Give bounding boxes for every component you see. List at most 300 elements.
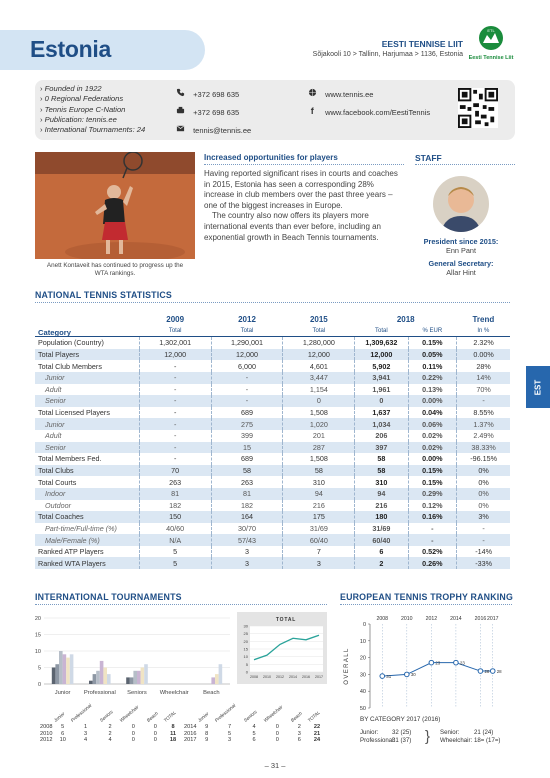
cell-trend: -96.15% bbox=[470, 454, 497, 464]
cell-eur: 0.52% bbox=[408, 546, 457, 558]
y-tick-label: 10 bbox=[359, 638, 366, 645]
ranking-divider bbox=[340, 604, 512, 605]
cell-2009: - bbox=[139, 384, 211, 396]
x-tick-label: 2012 bbox=[276, 675, 284, 679]
cell-2009: N/A bbox=[139, 534, 211, 546]
value-cell: 0 bbox=[153, 724, 157, 731]
column-header-label: Junior bbox=[53, 711, 67, 723]
table-row bbox=[35, 546, 510, 558]
cell-2012: 12,000 bbox=[211, 349, 283, 361]
value-cell: 6 bbox=[297, 737, 301, 744]
col-2015-total: Total bbox=[312, 328, 326, 335]
x-tick-label: 2012 bbox=[425, 616, 438, 622]
column-header-label: Professional bbox=[213, 702, 237, 723]
cell-2018: 6 bbox=[355, 546, 408, 558]
stats-header-rule bbox=[35, 336, 510, 337]
year-cell: 2014 bbox=[184, 724, 197, 731]
column-header bbox=[100, 706, 120, 724]
cell-2018: 58 bbox=[355, 453, 408, 465]
junior-value: 32 (25) bbox=[392, 729, 412, 736]
cell-trend: 0% bbox=[457, 488, 510, 500]
cell-2009: 182 bbox=[139, 500, 211, 512]
y-tick-label: 20 bbox=[243, 638, 248, 644]
x-tick-label: 2010 bbox=[263, 675, 271, 679]
facebook-row bbox=[308, 106, 430, 117]
cell-eur: 0.22% bbox=[408, 372, 457, 384]
staff-title: STAFF bbox=[415, 153, 442, 163]
cell-2012: 30/70 bbox=[211, 523, 283, 535]
cell-2012: 1,290,001 bbox=[211, 337, 283, 349]
by-category-right bbox=[440, 729, 500, 745]
bar bbox=[55, 664, 59, 684]
cell-trend: 38.33% bbox=[457, 442, 510, 454]
cell-eur: 0.15% bbox=[408, 337, 457, 349]
cell-2009: 1,302,001 bbox=[139, 337, 211, 349]
value-cell: 0 bbox=[131, 737, 135, 744]
president-role: President since 2015: bbox=[423, 237, 499, 246]
year-cell: 2008 bbox=[40, 724, 53, 731]
table-row bbox=[35, 442, 510, 454]
phone-text: +372 698 635 bbox=[193, 90, 240, 99]
value-cell: 9 bbox=[205, 737, 209, 744]
cell-2009: 5 bbox=[139, 546, 211, 558]
x-tick-label: 2010 bbox=[401, 616, 413, 622]
col-2015: 2015 bbox=[309, 315, 328, 325]
bar bbox=[66, 658, 70, 684]
web-row bbox=[308, 88, 373, 99]
phone-row bbox=[176, 88, 239, 99]
column-header-label: Wheelchair bbox=[118, 704, 140, 723]
total-cell: 18 bbox=[169, 737, 177, 744]
bar bbox=[137, 671, 141, 684]
staff-divider bbox=[415, 164, 515, 165]
cell-2015: 7 bbox=[283, 546, 355, 558]
y-tick-label: 40 bbox=[359, 689, 366, 696]
cell-2009: - bbox=[139, 372, 211, 384]
cell-2015: 3 bbox=[283, 557, 355, 569]
total-cell: 22 bbox=[313, 724, 321, 731]
cell-2015: 216 bbox=[283, 500, 355, 512]
ranking-chart bbox=[340, 612, 512, 712]
column-header bbox=[308, 706, 326, 724]
col-2009-total: Total bbox=[168, 328, 182, 335]
total-cell: 11 bbox=[170, 730, 176, 737]
cell-2009: - bbox=[139, 442, 211, 454]
cell-2018: 216 bbox=[355, 500, 408, 512]
cell-eur: 0.26% bbox=[408, 557, 457, 569]
y-tick-label: 20 bbox=[34, 616, 41, 622]
bar bbox=[107, 674, 111, 684]
x-tick-label: 2014 bbox=[450, 616, 462, 622]
cell-2018: 206 bbox=[355, 430, 408, 442]
value-cell: 5 bbox=[252, 730, 256, 737]
cell-2009: 40/60 bbox=[139, 523, 211, 535]
column-header bbox=[264, 706, 291, 724]
cell-trend: 2.49% bbox=[473, 431, 494, 441]
cell-eur: 0.04% bbox=[408, 407, 457, 419]
col-2012-total: Total bbox=[240, 328, 254, 335]
total-cell: 24 bbox=[313, 737, 321, 744]
row-label: Adult bbox=[35, 384, 139, 396]
table-row bbox=[38, 724, 182, 731]
cell-trend: - bbox=[457, 395, 510, 407]
bar bbox=[126, 677, 130, 684]
secretary-name: Allar Hint bbox=[446, 268, 476, 277]
stats-divider bbox=[35, 302, 510, 303]
cell-2009: - bbox=[139, 395, 211, 407]
table-row bbox=[35, 360, 510, 372]
year-cell: 2012 bbox=[40, 737, 53, 744]
column-header-label: Seniors bbox=[99, 709, 115, 723]
tournaments-bar-chart bbox=[30, 612, 235, 704]
bar bbox=[93, 674, 97, 684]
fact-tournaments: › International Tournaments: 24 bbox=[40, 125, 145, 135]
bar bbox=[96, 671, 100, 684]
web-link[interactable]: www.tennis.ee bbox=[325, 90, 374, 99]
facts-list bbox=[40, 84, 145, 135]
by-category-left bbox=[360, 729, 411, 745]
qr-code[interactable] bbox=[458, 88, 498, 128]
cell-trend: 0.00% bbox=[457, 349, 510, 361]
value-cell: 10 bbox=[59, 737, 66, 744]
cell-2018: 58 bbox=[355, 465, 408, 477]
cell-trend: 8.55% bbox=[473, 408, 494, 418]
column-header-label: Junior bbox=[197, 711, 211, 723]
value-cell: 6 bbox=[61, 730, 65, 737]
cell-eur: 0.00% bbox=[408, 395, 457, 407]
table-row bbox=[35, 430, 510, 442]
cell-2012: 164 bbox=[211, 511, 283, 523]
cell-2015: 1,154 bbox=[283, 384, 355, 396]
cell-2018: 397 bbox=[355, 442, 408, 454]
globe-icon bbox=[308, 88, 317, 97]
bar bbox=[103, 668, 107, 685]
cell-2018: 94 bbox=[355, 488, 408, 500]
table-row bbox=[35, 557, 510, 569]
column-header-label: Professional bbox=[69, 702, 93, 723]
y-tick-label: 30 bbox=[359, 672, 366, 679]
federation-logo bbox=[466, 24, 516, 68]
cell-eur: 0.05% bbox=[408, 349, 457, 361]
row-label: Total Licensed Players bbox=[35, 407, 139, 419]
cell-eur: 0.13% bbox=[408, 384, 457, 396]
column-header bbox=[164, 706, 182, 724]
cell-2012: 275 bbox=[211, 418, 283, 430]
value-cell: 0 bbox=[131, 724, 135, 731]
row-label: Total Coaches bbox=[35, 511, 139, 523]
cell-trend: -33% bbox=[457, 557, 510, 569]
bar bbox=[130, 677, 134, 684]
table-row bbox=[38, 731, 182, 738]
column-header bbox=[147, 706, 164, 724]
column-header-label: TOTAL bbox=[162, 709, 177, 723]
cell-2009: 70 bbox=[139, 465, 211, 477]
cell-2018: 31/69 bbox=[355, 523, 408, 535]
header-blank bbox=[38, 706, 54, 724]
cell-trend: 0% bbox=[478, 500, 489, 510]
tournaments-table-left bbox=[38, 702, 182, 744]
value-cell: 0 bbox=[275, 737, 279, 744]
table-row bbox=[35, 523, 510, 535]
value-cell: 4 bbox=[252, 724, 256, 731]
fact-regional: › 0 Regional Federations bbox=[40, 94, 145, 104]
col-category: Category bbox=[38, 328, 71, 338]
row-label: Population (Country) bbox=[35, 337, 139, 349]
row-label: Outdoor bbox=[35, 500, 139, 512]
logo-badge: ETL bbox=[487, 28, 495, 33]
table-row bbox=[35, 453, 510, 465]
ranking-point bbox=[429, 660, 434, 665]
story-title: Increased opportunities for players bbox=[204, 153, 338, 162]
value-cell: 7 bbox=[228, 724, 232, 731]
row-label: Senior bbox=[35, 442, 139, 454]
cell-trend: 1.37% bbox=[457, 418, 510, 430]
y-axis-label: OVERALL bbox=[344, 647, 350, 685]
x-tick-label: Professional bbox=[83, 690, 116, 696]
story-paragraph-1: Having reported significant rises in courts and coaches in 2015, Estonia has seen a corresponding 28% increase in club members over the past three years – one of the biggest increases in Europe. bbox=[204, 169, 398, 210]
player-photo bbox=[35, 152, 195, 259]
column-header-label: Wheelchair bbox=[262, 704, 284, 723]
cell-2009: 263 bbox=[139, 476, 211, 488]
cell-eur: 0.15% bbox=[408, 465, 457, 477]
y-tick-label: 50 bbox=[359, 706, 366, 712]
cell-2018: 180 bbox=[355, 511, 408, 523]
col-2018: 2018 bbox=[396, 315, 415, 325]
fax-icon bbox=[176, 106, 185, 115]
row-label: Indoor bbox=[35, 488, 139, 500]
column-header bbox=[213, 702, 244, 724]
tournaments-total-chart bbox=[237, 612, 327, 684]
cell-2012: 689 bbox=[211, 407, 283, 419]
cell-trend: 70% bbox=[476, 384, 491, 394]
row-label: Total Courts bbox=[35, 476, 139, 488]
bar bbox=[63, 654, 67, 684]
y-tick-label: 0 bbox=[362, 622, 366, 628]
point-label: 31 bbox=[386, 673, 392, 679]
table-row bbox=[35, 407, 510, 419]
row-label: Part-time/Full-time (%) bbox=[35, 523, 139, 535]
ranking-point bbox=[380, 674, 385, 679]
bar bbox=[70, 654, 74, 684]
org-name: EESTI TENNISE LIIT bbox=[381, 39, 463, 49]
cell-2015: 60/40 bbox=[283, 534, 355, 546]
cell-2012: 182 bbox=[211, 500, 283, 512]
table-row bbox=[35, 476, 510, 488]
row-label: Junior bbox=[35, 372, 139, 384]
cell-eur: 0.02% bbox=[408, 442, 457, 454]
junior-label: Junior: bbox=[360, 729, 379, 736]
email-link[interactable]: tennis@tennis.ee bbox=[193, 126, 252, 135]
x-tick-label: 2016 bbox=[302, 675, 310, 679]
bar bbox=[144, 664, 148, 684]
total-cell: 21 bbox=[313, 730, 321, 737]
col-2018-total: Total bbox=[375, 328, 388, 335]
column-header bbox=[291, 706, 308, 724]
column-header bbox=[54, 706, 71, 724]
row-label: Adult bbox=[35, 430, 139, 442]
y-tick-label: 25 bbox=[243, 631, 248, 637]
x-tick-label: Wheelchair bbox=[159, 690, 189, 696]
country-tab-label: EST bbox=[533, 379, 543, 395]
cell-2015: 0 bbox=[283, 395, 355, 407]
column-header-label: TOTAL bbox=[306, 709, 321, 723]
cell-2015: 1,280,000 bbox=[283, 337, 355, 349]
point-label: 30 bbox=[410, 672, 416, 678]
row-label: Junior bbox=[35, 418, 139, 430]
cell-2015: 31/69 bbox=[283, 523, 355, 535]
category-bracket: } bbox=[425, 728, 431, 745]
value-cell: 0 bbox=[275, 730, 279, 737]
cell-2012: 58 bbox=[211, 465, 283, 477]
stats-body bbox=[35, 314, 510, 569]
ranking-point bbox=[405, 672, 410, 677]
table-row bbox=[182, 737, 326, 744]
phone-icon bbox=[176, 88, 185, 97]
cell-2012: 6,000 bbox=[211, 360, 283, 372]
ranking-point bbox=[454, 660, 459, 665]
value-cell: 8 bbox=[205, 730, 209, 737]
x-tick-label: 2016 bbox=[474, 616, 487, 622]
cell-2012: - bbox=[211, 372, 283, 384]
senior-label: Senior: bbox=[440, 729, 460, 736]
stats-table bbox=[35, 314, 510, 569]
svg-text:f: f bbox=[310, 106, 314, 115]
cell-2015: 12,000 bbox=[283, 349, 355, 361]
secretary-role: General Secretary: bbox=[428, 259, 494, 268]
cell-trend: -14% bbox=[475, 547, 492, 557]
table-row bbox=[35, 384, 510, 396]
cell-2018: 2 bbox=[355, 557, 408, 569]
point-label: 28 bbox=[484, 668, 490, 674]
ranking-point bbox=[490, 669, 495, 674]
fact-nation: › Tennis Europe C-Nation bbox=[40, 105, 145, 115]
chart-title: TOTAL bbox=[275, 617, 297, 623]
cell-eur: 0.15% bbox=[408, 476, 457, 488]
year-cell: 2010 bbox=[40, 730, 53, 737]
cell-2015: 3,447 bbox=[283, 372, 355, 384]
year-cell: 2017 bbox=[184, 737, 197, 744]
fact-publication: › Publication: tennis.ee bbox=[40, 115, 145, 125]
story-body bbox=[204, 169, 404, 243]
tournaments-divider bbox=[35, 604, 327, 605]
email-row bbox=[176, 124, 251, 135]
col-2009: 2009 bbox=[166, 315, 185, 325]
table-row bbox=[182, 731, 326, 738]
page-number: – 31 – bbox=[264, 761, 286, 770]
fax-text: +372 698 635 bbox=[193, 108, 240, 117]
cell-2018: 60/40 bbox=[355, 534, 408, 546]
cell-2015: 1,508 bbox=[283, 407, 355, 419]
cell-2015: 1,508 bbox=[283, 453, 355, 465]
cell-2018: 5,902 bbox=[355, 360, 408, 372]
by-category-title: BY CATEGORY 2017 (2016) bbox=[360, 716, 441, 723]
cell-2009: - bbox=[139, 360, 211, 372]
x-tick-label: Junior bbox=[54, 690, 71, 696]
cell-trend: 3% bbox=[457, 511, 510, 523]
y-tick-label: 10 bbox=[34, 649, 41, 655]
country-title: Estonia bbox=[30, 36, 111, 62]
fax-row bbox=[176, 106, 239, 117]
point-label: 23 bbox=[435, 660, 441, 666]
column-header bbox=[244, 706, 264, 724]
point-label: 23 bbox=[459, 660, 465, 666]
cell-2012: 689 bbox=[211, 453, 283, 465]
cell-eur: 0.16% bbox=[408, 511, 457, 523]
value-cell: 0 bbox=[131, 730, 135, 737]
cell-2015: 201 bbox=[283, 430, 355, 442]
wheelchair-label: Wheelchair: bbox=[440, 737, 473, 744]
country-tab bbox=[526, 366, 550, 408]
cell-trend: 2.32% bbox=[473, 338, 494, 348]
cell-eur: 0.11% bbox=[408, 360, 457, 372]
professional-label: Professional: bbox=[360, 737, 396, 744]
column-header-label: Seniors bbox=[243, 709, 259, 723]
cell-2018: 310 bbox=[355, 476, 408, 488]
cell-2009: - bbox=[139, 430, 211, 442]
column-header-label: Beach bbox=[289, 710, 303, 723]
cell-eur: - bbox=[408, 523, 457, 535]
cell-2015: 310 bbox=[283, 476, 355, 488]
bar bbox=[211, 677, 215, 684]
cell-2015: 287 bbox=[283, 442, 355, 454]
table-row bbox=[35, 500, 510, 512]
cell-2015: 94 bbox=[283, 488, 355, 500]
president-photo bbox=[433, 176, 489, 232]
y-tick-label: 10 bbox=[243, 654, 248, 660]
value-cell: 3 bbox=[297, 730, 301, 737]
photo-caption: Anett Kontaveit has continued to progress up the WTA rankings. bbox=[46, 262, 184, 277]
ranking-point bbox=[478, 669, 483, 674]
bar bbox=[52, 668, 56, 685]
value-cell: 2 bbox=[297, 724, 301, 731]
value-cell: 0 bbox=[153, 730, 157, 737]
cell-2012: 81 bbox=[211, 488, 283, 500]
y-tick-label: 20 bbox=[359, 655, 366, 662]
cell-2009: - bbox=[139, 418, 211, 430]
row-label: Total Members Fed. bbox=[35, 453, 139, 465]
cell-2018: 1,309,632 bbox=[355, 337, 408, 349]
cell-2018: 1,961 bbox=[355, 384, 408, 396]
x-tick-label: Seniors bbox=[127, 690, 147, 696]
cell-2012: 263 bbox=[211, 476, 283, 488]
cell-2012: 399 bbox=[211, 430, 283, 442]
cell-2015: 1,020 bbox=[283, 418, 355, 430]
professional-value: 31 (37) bbox=[392, 737, 412, 744]
year-cell: 2016 bbox=[184, 730, 197, 737]
cell-eur: 0.29% bbox=[408, 488, 457, 500]
value-cell: 0 bbox=[153, 737, 157, 744]
logo-text: Eesti Tennise Liit bbox=[468, 55, 514, 61]
value-cell: 2 bbox=[108, 724, 112, 731]
cell-eur: 0.06% bbox=[408, 418, 457, 430]
table-header-row bbox=[182, 706, 326, 724]
y-tick-label: 15 bbox=[243, 646, 248, 652]
table-row bbox=[35, 372, 510, 384]
row-label: Male/Female (%) bbox=[35, 534, 139, 546]
x-tick-label: 2008 bbox=[376, 616, 389, 622]
x-tick-label: 2017 bbox=[315, 675, 323, 679]
cell-2015: 58 bbox=[283, 465, 355, 477]
president-name: Enn Pant bbox=[445, 246, 477, 255]
bar bbox=[59, 651, 63, 684]
cell-2018: 1,637 bbox=[355, 407, 408, 419]
cell-trend: - bbox=[482, 523, 485, 533]
row-label: Ranked ATP Players bbox=[35, 546, 139, 558]
cell-2012: 15 bbox=[211, 442, 283, 454]
facebook-link[interactable]: www.facebook.com/EestiTennis bbox=[325, 108, 431, 117]
email-icon bbox=[176, 124, 185, 133]
x-tick-label: 2017 bbox=[486, 616, 499, 622]
